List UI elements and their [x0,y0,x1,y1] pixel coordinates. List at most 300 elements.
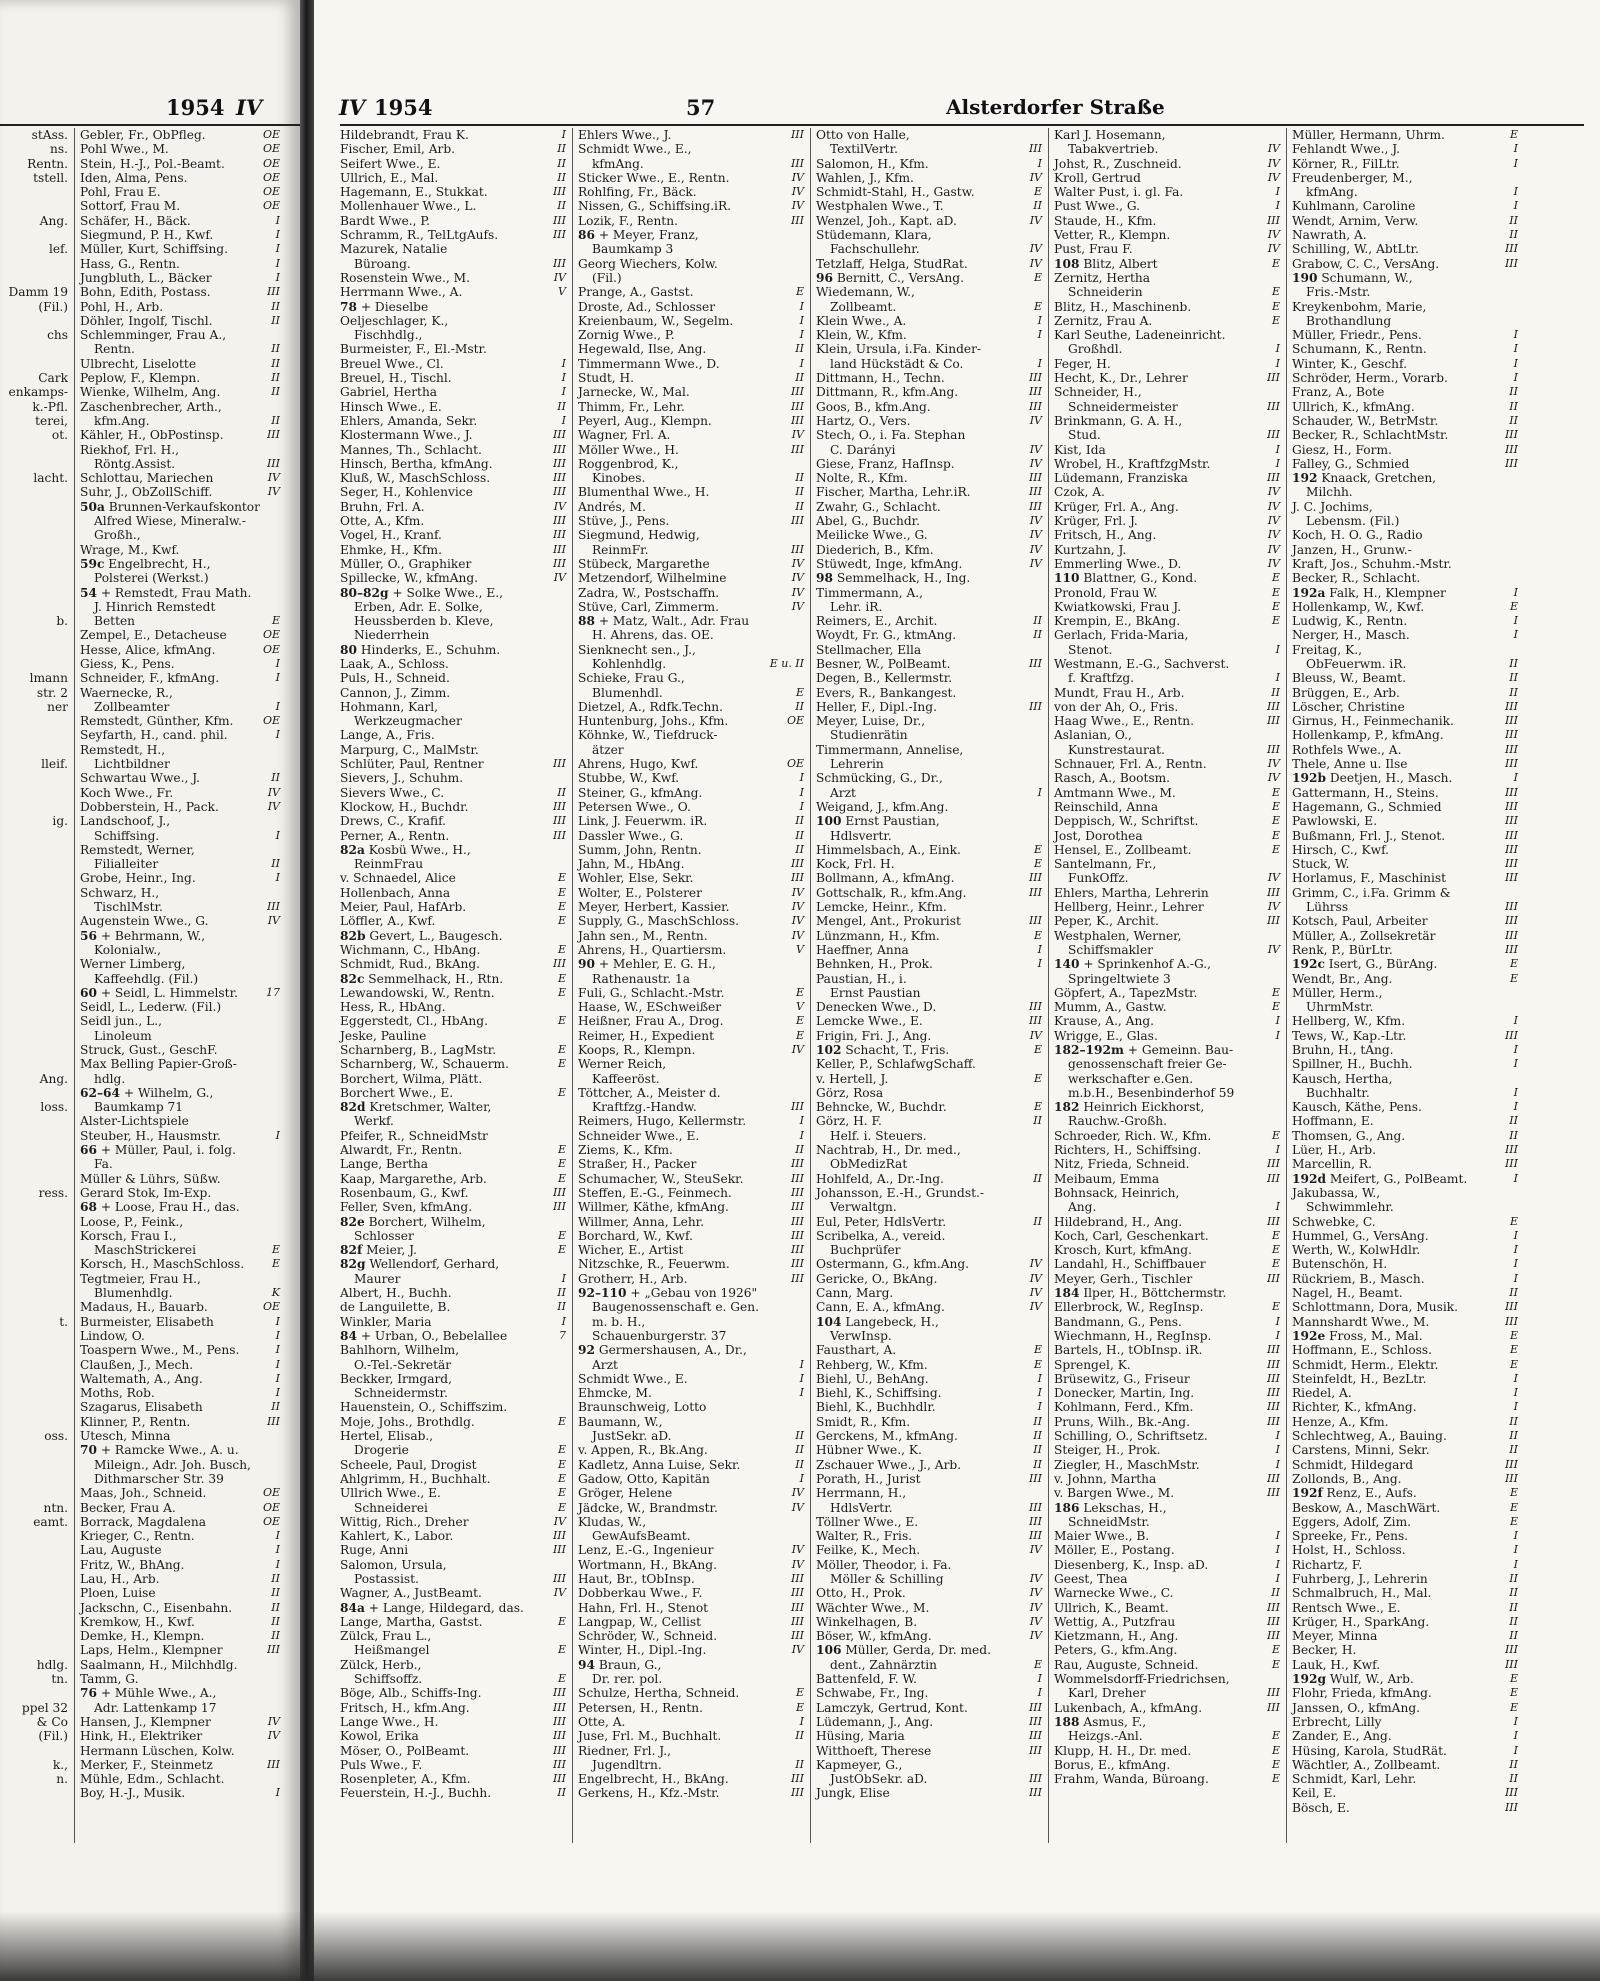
floor-marker: I [275,728,280,742]
cutoff-fragment [0,1343,68,1357]
floor-marker: II [271,1400,280,1414]
entry-text: Scharnberg, B., LagMstr. [340,1043,497,1057]
directory-entry [80,214,280,228]
floor-marker: II [271,385,280,399]
directory-entry [578,1358,804,1372]
floor-marker: I [799,785,804,799]
directory-entry [1292,1229,1518,1243]
directory-entry [80,600,280,614]
cutoff-fragment: Ang. [39,213,68,228]
floor-marker: E [1271,299,1280,313]
cutoff-fragment [0,728,68,742]
directory-entry [80,986,280,1000]
entry-text: Peters, G., kfm.Ang. [1054,1643,1178,1658]
directory-entry [1292,671,1518,685]
entry-text: Willmer, Käthe, kfmAng. [578,1200,729,1215]
entry-text: Jahn, M., HbAng. [578,857,685,872]
directory-entry [578,199,804,213]
entry-text: Schmalbruch, H., Mal. [1292,1586,1432,1601]
directory-entry [578,1443,804,1457]
floor-marker: E [557,1171,566,1185]
floor-marker: I [799,313,804,327]
entry-text: Kotsch, Paul, Arbeiter [1292,914,1428,929]
directory-entry [340,657,566,671]
floor-marker: III [1266,471,1280,485]
floor-marker: II [1033,1443,1042,1457]
floor-marker: IV [1029,442,1042,456]
directory-entry [578,614,804,628]
floor-marker: I [799,1357,804,1371]
entry-text: Porath, H., Jurist [816,1471,921,1486]
directory-entry [1054,1558,1280,1572]
floor-marker: III [1504,814,1518,828]
floor-marker: III [1504,1786,1518,1800]
entry-text: Rohlfing, Fr., Bäck. [578,185,697,200]
directory-entry [1054,671,1280,685]
entry-text: Pust Wwe., G. [1054,199,1141,214]
directory-entry [80,1229,280,1243]
floor-marker: II [1033,628,1042,642]
entry-text: Feilke, K., Mech. [816,1543,921,1558]
cutoff-fragment [0,342,68,356]
entry-text: Bohnsack, Heinrich, [1054,1185,1180,1200]
entry-text: Lührss [1306,900,1349,915]
directory-entry [816,443,1042,457]
directory-entry [80,1486,280,1500]
floor-marker: III [552,485,566,499]
floor-marker: I [275,1357,280,1371]
entry-text: Wächtler, A., Zollbeamt. [1292,1757,1441,1772]
directory-entry [816,714,1042,728]
floor-marker: E [1509,957,1518,971]
directory-entry [1054,972,1280,986]
entry-text: 56 + Behrmann, W., [80,928,206,943]
directory-entry [1054,757,1280,771]
floor-marker: I [1037,313,1042,327]
floor-marker: I [1513,156,1518,170]
directory-entry [1292,1372,1518,1386]
entry-text: Filialleiter [94,857,159,872]
floor-marker: E [1509,1686,1518,1700]
directory-entry [1292,1072,1518,1086]
floor-marker: III [790,156,804,170]
directory-entry [816,485,1042,499]
cutoff-fragment: (Fil.) [38,299,68,314]
entry-text: Möller, Theodor, i. Fa. [816,1557,952,1572]
directory-entry [80,857,280,871]
floor-marker: E [1033,299,1042,313]
directory-entry [340,1758,566,1772]
floor-marker: III [1028,871,1042,885]
entry-text: Herrmann Wwe., A. [340,285,463,300]
floor-marker: I [275,1128,280,1142]
entry-text: Salomon, Ursula, [340,1557,447,1572]
entry-text: Alwardt, Fr., Rentn. [340,1143,463,1158]
entry-text: Haag Wwe., E., Rentn. [1054,714,1195,729]
cutoff-fragment: n. [56,1772,68,1787]
directory-entry [340,957,566,971]
entry-text: Dr. rer. pol. [592,1672,663,1687]
directory-entry [1054,1343,1280,1357]
entry-text: Winter, H., Dipl.-Ing. [578,1643,707,1658]
cutoff-fragment [0,514,68,528]
directory-entry [578,1014,804,1028]
directory-entry [1292,1772,1518,1786]
directory-entry [1292,1086,1518,1100]
floor-marker: I [275,1786,280,1800]
floor-marker: E [1033,842,1042,856]
entry-text: Kaffeeröst. [592,1071,660,1086]
floor-marker: I [1275,1314,1280,1328]
entry-text: Zempel, E., Detacheuse [80,628,227,643]
entry-text: Hüsing, Karola, StudRät. [1292,1743,1447,1758]
cutoff-fragment [0,1143,68,1157]
cutoff-fragment: str. 2 [36,685,68,700]
directory-entry [80,1272,280,1286]
entry-text: Hollenbach, Anna [340,885,451,900]
entry-text: Krause, A., Ang. [1054,1014,1155,1029]
floor-marker: III [1504,757,1518,771]
entry-text: Link, J. Feuerwm. iR. [578,814,708,829]
entry-text: Zülck, Frau L., [340,1629,432,1644]
floor-marker: II [1509,1571,1518,1585]
directory-entry [340,142,566,156]
entry-text: Suhr, J., ObZollSchiff. [80,485,213,500]
entry-text: Moje, Johs., Brothdlg. [340,1414,475,1429]
directory-entry [1054,443,1280,457]
floor-marker: E [1271,571,1280,585]
floor-marker: I [275,242,280,256]
directory-entry [1292,1286,1518,1300]
cutoff-fragment: lef. [48,242,68,257]
entry-text: Otto, H., Prok. [816,1586,906,1601]
cutoff-fragment [0,829,68,843]
directory-entry [80,300,280,314]
floor-marker: III [790,1600,804,1614]
cutoff-fragment [0,528,68,542]
entry-text: Hildebrandt, Frau K. [340,128,469,142]
floor-marker: II [795,1143,804,1157]
directory-entry [578,471,804,485]
floor-marker: E [1509,128,1518,141]
entry-text: Nissen, G., Schiffsing.iR. [578,199,732,214]
entry-text: Seyfarth, H., cand. phil. [80,728,228,743]
floor-marker: II [557,1300,566,1314]
directory-entry [80,357,280,371]
floor-marker: III [790,413,804,427]
entry-text: Niederrhein [354,628,430,643]
floor-marker: E [557,942,566,956]
entry-text: 66 + Müller, Paul, i. folg. [80,1143,236,1158]
directory-entry [578,528,804,542]
floor-marker: III [552,514,566,528]
floor-marker: I [799,799,804,813]
entry-text: Fritz, W., BhAng. [80,1557,185,1572]
floor-marker: I [561,356,566,370]
floor-marker: III [552,828,566,842]
floor-marker: III [790,1200,804,1214]
directory-entry [1292,1114,1518,1128]
floor-marker: IV [1029,1629,1042,1643]
floor-marker: E [1033,928,1042,942]
directory-entry [578,1429,804,1443]
directory-entry [578,1615,804,1629]
entry-text: Meyer, Luise, Dr., [816,714,926,729]
entry-text: Smidt, R., Kfm. [816,1414,911,1429]
floor-marker: III [1028,142,1042,156]
entry-text: Köhnke, W., Tiefdruck- [578,728,718,743]
entry-text: Koch, Carl, Geschenkart. [1054,1228,1209,1243]
directory-entry [340,471,566,485]
directory-entry [340,1729,566,1743]
entry-text: Reinschild, Anna [1054,799,1159,814]
entry-text: Schlottmann, Dora, Musik. [1292,1300,1459,1315]
entry-text: Jahn sen., M., Rentn. [578,928,708,943]
directory-entry [80,686,280,700]
floor-marker: I [799,328,804,342]
entry-text: Richters, H., Schiffsing. [1054,1143,1202,1158]
entry-text: TextilVertr. [830,142,898,157]
entry-text: Schmidt, Hildegard [1292,1457,1414,1472]
directory-entry [1054,1229,1280,1243]
entry-text: Sienknecht sen., J., [578,642,696,657]
entry-text: Herrmann, H., [816,1486,907,1501]
floor-marker: OE [262,1500,280,1514]
entry-text: Kwiatkowski, Frau J. [1054,599,1182,614]
entry-text: Hensel, E., Zollbeamt. [1054,842,1192,857]
directory-entry [80,1772,280,1786]
directory-entry [578,1572,804,1586]
entry-text: 84a + Lange, Hildegard, das. [340,1600,524,1615]
entry-text: Hohmann, Karl, [340,699,439,714]
floor-marker: III [1504,785,1518,799]
entry-text: Emmerling Wwe., D. [1054,556,1182,571]
directory-entry [1292,1443,1518,1457]
entry-text: Heißmangel [354,1643,430,1658]
entry-text: Holst, H., Schloss. [1292,1543,1406,1558]
directory-entry [1054,700,1280,714]
floor-marker: E [557,914,566,928]
floor-marker: III [1266,1700,1280,1714]
floor-marker: E [1509,1343,1518,1357]
entry-text: Hauenstein, O., Schiffszim. [340,1400,508,1415]
entry-text: Nerger, H., Masch. [1292,628,1410,643]
entry-text: Stuck, W. [1292,857,1350,872]
entry-text: ObMedizRat [830,1157,908,1172]
floor-marker: III [552,757,566,771]
entry-text: Möser, O., PolBeamt. [340,1743,470,1758]
directory-entry [816,242,1042,256]
entry-text: Krosch, Kurt, kfmAng. [1054,1243,1192,1258]
directory-entry [578,757,804,771]
entry-text: ObFeuerwm. iR. [1306,656,1407,671]
directory-entry [80,228,280,242]
directory-entry [578,586,804,600]
floor-marker: II [1509,399,1518,413]
cutoff-fragment [0,257,68,271]
floor-marker: IV [791,199,804,213]
directory-entry [80,786,280,800]
floor-marker: III [1028,1471,1042,1485]
entry-text: 78 + Dieselbe [340,299,429,314]
directory-entry [1054,743,1280,757]
floor-marker: III [552,256,566,270]
directory-entry [80,1443,280,1457]
floor-marker: III [790,1100,804,1114]
directory-entry [1054,1243,1280,1257]
directory-entry [340,571,566,585]
floor-marker: E [1271,785,1280,799]
entry-text: Fuhrberg, J., Lehrerin [1292,1571,1428,1586]
directory-entry [578,728,804,742]
entry-text: Ahrens, Hugo, Kwf. [578,757,699,772]
directory-entry [816,871,1042,885]
floor-marker: III [266,428,280,442]
entry-text: Albert, H., Buchh. [340,1286,452,1301]
floor-marker: III [1028,371,1042,385]
entry-text: Freudenberger, M., [1292,170,1413,185]
entry-text: Koch Wwe., Fr. [80,785,174,800]
entry-text: Stüve, Carl, Zimmerm. [578,599,719,614]
entry-text: Schmidt, Karl, Lehr. [1292,1772,1417,1787]
floor-marker: E [557,971,566,985]
directory-entry [1054,1257,1280,1271]
directory-entry [80,1286,280,1300]
directory-entry [1054,1372,1280,1386]
floor-marker: III [552,1714,566,1728]
floor-marker: OE [262,628,280,642]
directory-entry [578,228,804,242]
directory-entry [80,271,280,285]
floor-marker: I [1275,1543,1280,1557]
floor-marker: E [1271,1228,1280,1242]
entry-text: Fischer, Martha, Lehr.iR. [816,485,971,500]
cutoff-fragment [0,1458,68,1472]
floor-marker: III [1266,1486,1280,1500]
floor-marker: I [1037,356,1042,370]
directory-entry [340,300,566,314]
directory-entry [1054,271,1280,285]
cutoff-fragment [0,1400,68,1414]
floor-marker: I [799,356,804,370]
floor-marker: E [1271,256,1280,270]
directory-entry [80,871,280,885]
floor-marker: III [790,1214,804,1228]
floor-marker: I [1513,1085,1518,1099]
directory-entry [578,1658,804,1672]
cutoff-fragment [0,1572,68,1586]
directory-entry [816,1257,1042,1271]
entry-text: Lemcke, Heinr., Kfm. [816,900,947,915]
directory-entry [340,557,566,571]
entry-text: Wrigge, E., Glas. [1054,1028,1158,1043]
directory-entry [578,214,804,228]
entry-text: Burmeister, F., El.-Mstr. [340,342,487,357]
floor-marker: III [552,1772,566,1786]
floor-marker: II [1509,1629,1518,1643]
cutoff-fragment [0,1415,68,1429]
directory-entry [340,1014,566,1028]
floor-marker: I [1275,1028,1280,1042]
entry-text: Böser, W., kfmAng. [816,1629,932,1644]
entry-text: Schlottau, Mariechen [80,471,214,486]
directory-entry [1054,914,1280,928]
entry-text: Timmermann, A., [816,585,923,600]
floor-marker: III [552,428,566,442]
entry-text: Johansson, E.-H., Grundst.- [816,1185,984,1200]
directory-entry [340,1429,566,1443]
directory-entry [578,300,804,314]
cutoff-fragment [0,900,68,914]
column-rule-3 [1048,128,1049,1843]
directory-entry [578,385,804,399]
directory-entry [578,1343,804,1357]
directory-entry [816,1658,1042,1672]
directory-entry [340,1329,566,1343]
floor-marker: IV [791,1043,804,1056]
floor-marker: III [1266,1157,1280,1171]
directory-entry [80,500,280,514]
floor-marker: E [1509,1214,1518,1228]
entry-text: Gerlach, Frida-Maria, [1054,628,1189,643]
floor-marker: II [1033,1214,1042,1228]
entry-text: 82b Gevert, L., Baugesch. [340,928,503,943]
directory-entry [1054,628,1280,642]
cutoff-fragment [0,1257,68,1271]
entry-text: Baumkamp 71 [94,1100,184,1115]
directory-entry [1292,771,1518,785]
entry-text: Wohler, Else, Sekr. [578,871,694,886]
entry-text: Wagner, A., JustBeamt. [340,1586,482,1601]
directory-entry [1292,857,1518,871]
cutoff-fragment: Damm 19 [8,285,68,300]
entry-text: Kinobes. [592,471,646,486]
cutoff-fragment [0,600,68,614]
directory-entry [578,157,804,171]
floor-marker: I [799,1114,804,1128]
directory-column-3 [816,128,1042,1801]
directory-entry [816,1744,1042,1758]
directory-entry [1292,714,1518,728]
directory-entry [1054,1572,1280,1586]
entry-text: Ahrens, H., Quartiersm. [578,942,727,957]
directory-entry [1054,786,1280,800]
floor-marker: III [1504,728,1518,742]
floor-marker: II [1509,656,1518,670]
entry-text: Schiffsmakler [1068,942,1153,957]
entry-text: Ulbrecht, Liselotte [80,356,197,371]
entry-text: Schmücking, G., Dr., [816,771,943,786]
directory-entry [1292,428,1518,442]
floor-marker: III [1266,1271,1280,1285]
directory-entry [80,1372,280,1386]
entry-text: Schramm, R., TelLtgAufs. [340,228,499,243]
entry-text: Schmidt Wwe., E., [578,142,692,157]
entry-text: Koch, H. O. G., Radio [1292,528,1423,543]
directory-entry [816,1429,1042,1443]
directory-entry [1054,199,1280,213]
entry-text: J. C. Jochims, [1292,499,1373,514]
directory-entry [1292,1729,1518,1743]
entry-text: Walter Pust, i. gl. Fa. [1054,185,1184,200]
directory-entry [340,199,566,213]
directory-entry [578,1458,804,1472]
directory-entry [1292,414,1518,428]
floor-marker: III [1266,213,1280,227]
directory-entry [1054,457,1280,471]
floor-marker: II [271,1600,280,1614]
floor-marker: I [1275,1443,1280,1457]
